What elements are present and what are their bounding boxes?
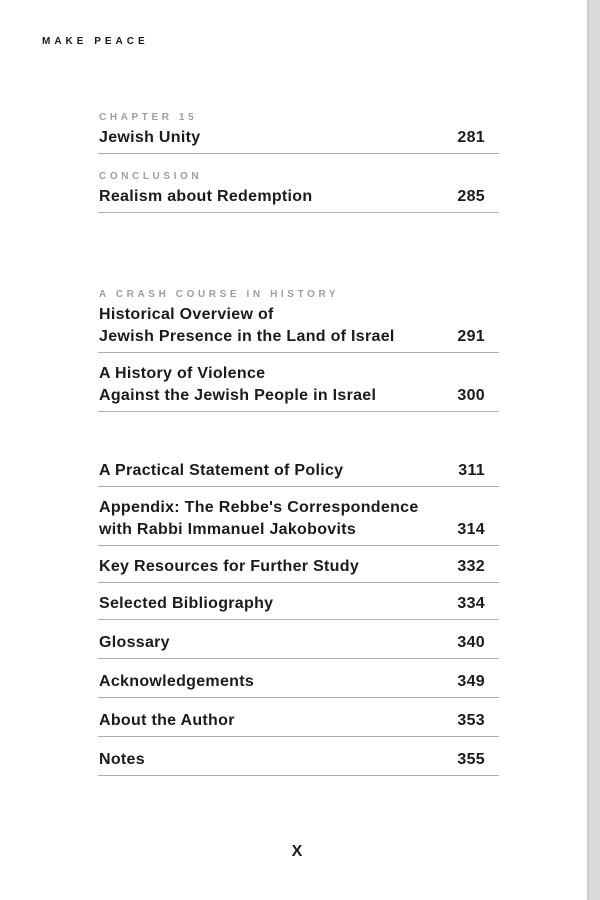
toc-entry-page: 285 <box>457 188 485 205</box>
toc-row <box>98 556 499 583</box>
toc-title-line: Acknowledgements <box>99 673 255 690</box>
toc-row <box>98 460 499 487</box>
toc-section-label: CONCLUSION <box>99 171 203 182</box>
toc-entry-page: 314 <box>457 521 485 538</box>
toc-entry-notes <box>98 749 499 776</box>
toc-section-label: A CRASH COURSE IN HISTORY <box>99 289 340 300</box>
toc-row <box>98 632 499 659</box>
toc-entry-about-the-author <box>98 710 499 737</box>
toc-entry-title <box>98 632 457 654</box>
toc-entry-acknowledgements <box>98 671 499 698</box>
toc-entry-title <box>98 556 457 578</box>
toc-entry-page: 332 <box>457 558 485 575</box>
toc-entry-practical-statement <box>98 460 499 487</box>
toc-entry-page: 334 <box>457 595 485 612</box>
toc-entry-title <box>98 749 457 771</box>
page-edge-shadow <box>587 0 600 900</box>
toc-entry-title <box>98 497 457 541</box>
toc-row <box>98 127 499 154</box>
toc-section-label: CHAPTER 15 <box>99 112 198 123</box>
toc-row <box>98 593 499 620</box>
toc-entry-page: 340 <box>457 634 485 651</box>
toc-title-line: Key Resources for Further Study <box>99 558 360 575</box>
page-number-folio: X <box>291 843 303 860</box>
running-header: MAKE PEACE <box>42 36 149 47</box>
toc-row <box>98 186 499 213</box>
toc-entry-title <box>98 363 457 407</box>
toc-entry-page: 349 <box>457 673 485 690</box>
toc-entry-realism-about-redemption <box>98 171 499 213</box>
toc-title-line: About the Author <box>99 712 235 729</box>
toc-entry-glossary <box>98 632 499 659</box>
toc-row <box>98 749 499 776</box>
toc-entry-title <box>98 460 458 482</box>
toc-entry-page: 355 <box>457 751 485 768</box>
toc-entry-selected-bibliography <box>98 593 499 620</box>
toc-entry-page: 311 <box>458 462 485 479</box>
toc-entry-history-of-violence <box>98 363 499 412</box>
toc-entry-page: 353 <box>457 712 485 729</box>
toc-title-line: Realism about Redemption <box>99 188 313 205</box>
toc-entry-jewish-unity <box>98 112 499 154</box>
toc-row <box>98 671 499 698</box>
toc-title-line: Against the Jewish People in Israel <box>99 387 377 404</box>
toc-title-line: Jewish Presence in the Land of Israel <box>99 328 395 345</box>
toc-entry-historical-overview <box>98 289 499 353</box>
toc-row <box>98 710 499 737</box>
toc-title-line: Selected Bibliography <box>99 595 274 612</box>
toc-entry-title <box>98 304 457 348</box>
toc-entry-title <box>98 671 457 693</box>
toc-entry-title <box>98 186 457 208</box>
toc-entry-title <box>98 127 457 149</box>
toc-row <box>98 304 499 353</box>
toc-title-line: Jewish Unity <box>99 129 201 146</box>
toc-title-line: Notes <box>99 751 145 768</box>
toc-entry-page: 281 <box>457 129 485 146</box>
toc-title-line: A Practical Statement of Policy <box>99 462 344 479</box>
table-of-contents <box>98 112 499 776</box>
toc-entry-key-resources <box>98 556 499 583</box>
toc-title-line: Appendix: The Rebbe's Correspondence <box>99 499 419 516</box>
toc-title-line: Glossary <box>99 634 170 651</box>
toc-entry-page: 300 <box>457 387 485 404</box>
toc-row <box>98 497 499 546</box>
toc-entry-title <box>98 593 457 615</box>
toc-entry-title <box>98 710 457 732</box>
toc-entry-page: 291 <box>457 328 485 345</box>
toc-title-line: with Rabbi Immanuel Jakobovits <box>99 521 357 538</box>
toc-title-line: A History of Violence <box>99 365 266 382</box>
toc-title-line: Historical Overview of <box>99 306 274 323</box>
toc-row <box>98 363 499 412</box>
toc-entry-appendix-correspondence <box>98 497 499 546</box>
